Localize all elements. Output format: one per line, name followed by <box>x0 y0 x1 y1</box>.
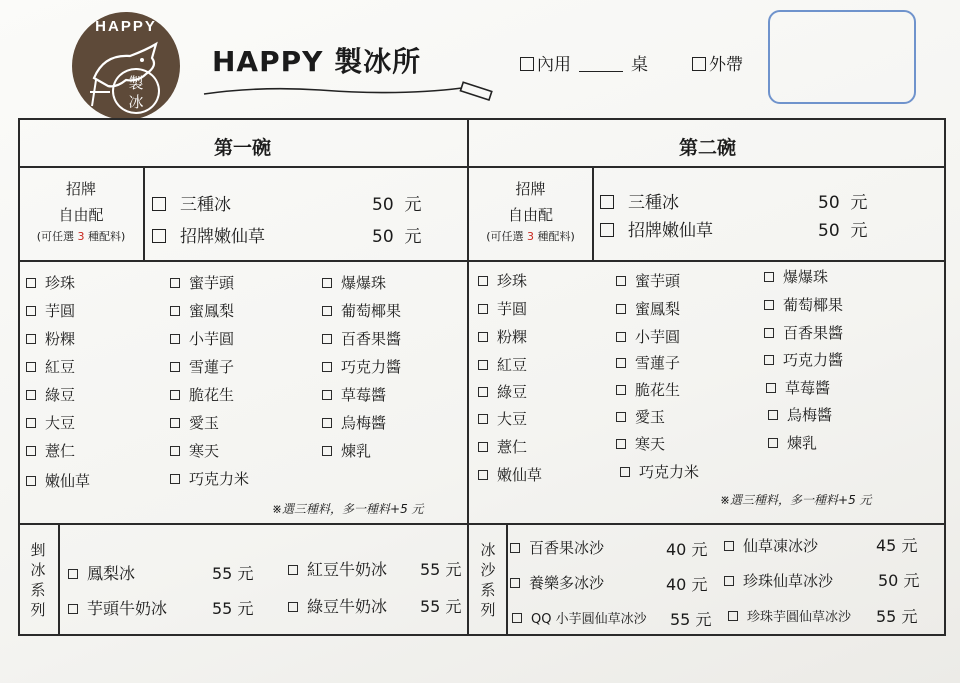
base-row-divider <box>18 260 946 262</box>
checkbox[interactable] <box>322 334 332 344</box>
checkbox[interactable] <box>170 278 180 288</box>
table-number-blank[interactable] <box>579 57 623 72</box>
takeout-label: 外帶 <box>709 55 743 75</box>
checkbox[interactable] <box>478 360 488 370</box>
base-note-number: 3 <box>77 230 85 243</box>
bowl-1-title: 第一碗 <box>213 137 271 159</box>
topping-label: 嫩仙草 <box>497 466 543 484</box>
topping-label: 百香果醬 <box>783 324 844 342</box>
checkbox[interactable] <box>478 276 488 286</box>
checkbox[interactable] <box>26 418 36 428</box>
checkbox[interactable] <box>170 446 180 456</box>
checkbox[interactable] <box>728 611 738 621</box>
topping-label: 珍珠 <box>45 274 76 292</box>
series-char: 列 <box>480 601 496 619</box>
bowl-1-base-label <box>20 176 142 246</box>
topping-label: 芋圓 <box>45 302 76 320</box>
base-note-number: 3 <box>527 230 534 243</box>
topping-label: 蜜鳳梨 <box>635 300 681 318</box>
checkbox[interactable] <box>322 362 332 372</box>
topping-item[interactable] <box>478 270 527 291</box>
bowl-2-extra-note: ※選三種料，多一種料+5 元 <box>720 493 872 507</box>
topping-item[interactable] <box>26 356 75 377</box>
checkbox[interactable] <box>600 223 614 237</box>
base-price <box>372 190 421 215</box>
topping-item[interactable] <box>616 270 680 291</box>
topping-label: 寒天 <box>635 435 666 453</box>
checkbox[interactable] <box>478 470 488 480</box>
bowl-2-base-label <box>470 176 591 246</box>
checkbox[interactable] <box>510 578 520 588</box>
item-price: 40 元 <box>666 575 708 594</box>
takeout-option[interactable] <box>692 50 743 75</box>
logo-badge <box>112 68 160 114</box>
checkbox[interactable] <box>170 334 180 344</box>
dine-in-label: 內用 <box>537 55 571 75</box>
topping-item[interactable] <box>322 440 371 461</box>
checkbox[interactable] <box>26 476 36 486</box>
checkbox[interactable] <box>724 576 734 586</box>
topping-item[interactable] <box>322 300 401 321</box>
dine-in-option[interactable] <box>520 50 648 75</box>
smoothie-label-divider <box>506 523 508 636</box>
base-name: 三種冰 <box>628 193 679 213</box>
item-name: 養樂多冰沙 <box>529 574 605 592</box>
topping-item[interactable] <box>616 326 680 347</box>
checkbox[interactable] <box>152 197 166 211</box>
checkbox[interactable] <box>478 304 488 314</box>
takeout-checkbox[interactable] <box>692 57 706 71</box>
order-number-box[interactable] <box>768 10 916 104</box>
topping-label: 大豆 <box>45 414 76 432</box>
logo-arc-text: HAPPY <box>95 18 157 35</box>
checkbox[interactable] <box>170 474 180 484</box>
base-label-line1: 招牌 <box>515 180 546 198</box>
checkbox[interactable] <box>510 543 520 553</box>
topping-label: 薏仁 <box>497 438 528 456</box>
topping-label: 薏仁 <box>45 442 76 460</box>
smoothie-series-label <box>478 540 498 620</box>
item-name: QQ 小芋圓仙草冰沙 <box>531 612 647 627</box>
checkbox[interactable] <box>322 418 332 428</box>
checkbox[interactable] <box>26 334 36 344</box>
checkbox[interactable] <box>478 414 488 424</box>
item-price: 55 元 <box>420 597 462 616</box>
logo-badge-line2: 冰 <box>128 93 144 111</box>
topping-item[interactable] <box>26 384 75 405</box>
base-label-line2: 自由配 <box>58 206 104 224</box>
topping-item[interactable] <box>616 352 680 373</box>
topping-label: 百香果醬 <box>341 330 402 348</box>
item-name: 芋頭牛奶冰 <box>87 599 168 618</box>
topping-item[interactable] <box>170 412 219 433</box>
topping-label: 雪蓮子 <box>189 358 235 376</box>
topping-label: 蜜鳳梨 <box>189 302 235 320</box>
topping-label: 紅豆 <box>497 356 528 374</box>
brand-underline-deco <box>200 80 500 108</box>
topping-label: 脆花生 <box>189 386 235 404</box>
bowl-1-base-option[interactable] <box>152 222 265 247</box>
topping-label: 草莓醬 <box>785 379 831 397</box>
topping-item[interactable] <box>616 406 665 427</box>
topping-item[interactable] <box>616 433 665 454</box>
topping-item[interactable] <box>170 328 234 349</box>
checkbox[interactable] <box>170 306 180 316</box>
checkbox[interactable] <box>600 195 614 209</box>
table-unit-label: 桌 <box>631 55 648 75</box>
base-label-line1: 招牌 <box>65 180 96 198</box>
checkbox[interactable] <box>768 438 778 448</box>
checkbox[interactable] <box>288 602 298 612</box>
checkbox[interactable] <box>288 565 298 575</box>
topping-item[interactable] <box>616 379 680 400</box>
checkbox[interactable] <box>764 355 774 365</box>
smoothie-item[interactable] <box>728 606 851 625</box>
checkbox[interactable] <box>322 446 332 456</box>
item-name: 珍珠芋圓仙草冰沙 <box>747 610 852 625</box>
checkbox[interactable] <box>322 390 332 400</box>
price-unit: 元 <box>850 221 868 241</box>
series-row-divider <box>18 523 946 525</box>
topping-item[interactable] <box>478 326 527 347</box>
topping-item[interactable] <box>26 470 90 491</box>
topping-label: 蜜芋頭 <box>635 272 681 290</box>
topping-item[interactable] <box>764 294 843 315</box>
topping-label: 嫩仙草 <box>45 472 91 490</box>
bowl-2-base-option[interactable] <box>600 188 679 213</box>
topping-label: 草莓醬 <box>341 386 387 404</box>
topping-label: 煉乳 <box>341 442 372 460</box>
checkbox[interactable] <box>478 332 488 342</box>
bowl-2-title: 第二碗 <box>678 137 736 159</box>
topping-item[interactable] <box>26 272 75 293</box>
topping-item[interactable] <box>26 412 75 433</box>
base-price <box>818 216 867 241</box>
topping-label: 大豆 <box>497 410 528 428</box>
price-value: 50 <box>818 221 840 241</box>
topping-label: 蜜芋頭 <box>189 274 235 292</box>
topping-label: 巧克力米 <box>189 470 250 488</box>
dine-in-checkbox[interactable] <box>520 57 534 71</box>
checkbox[interactable] <box>616 412 626 422</box>
checkbox[interactable] <box>616 358 626 368</box>
topping-item[interactable] <box>478 381 527 402</box>
checkbox[interactable] <box>616 439 626 449</box>
topping-item[interactable] <box>616 298 680 319</box>
topping-label: 小芋圓 <box>635 328 681 346</box>
topping-item[interactable] <box>170 384 234 405</box>
item-price: 40 元 <box>666 540 708 559</box>
smoothie-item[interactable] <box>510 572 604 593</box>
checkbox[interactable] <box>26 278 36 288</box>
topping-item[interactable] <box>26 440 75 461</box>
checkbox[interactable] <box>616 332 626 342</box>
topping-item[interactable] <box>322 384 386 405</box>
series-char: 系 <box>30 581 46 599</box>
topping-item[interactable] <box>322 328 401 349</box>
checkbox[interactable] <box>152 229 166 243</box>
base-label-line2: 自由配 <box>507 206 553 224</box>
topping-item[interactable] <box>764 322 843 343</box>
item-name: 綠豆牛奶冰 <box>307 597 388 616</box>
checkbox[interactable] <box>170 362 180 372</box>
shaved-item[interactable] <box>288 594 387 617</box>
checkbox[interactable] <box>322 278 332 288</box>
topping-label: 綠豆 <box>497 383 528 401</box>
base-name: 招牌嫩仙草 <box>628 221 713 241</box>
price-unit: 元 <box>850 193 868 213</box>
item-price: 55 元 <box>212 564 254 583</box>
checkbox[interactable] <box>26 390 36 400</box>
topping-item[interactable] <box>478 354 527 375</box>
bowl-1-extra-note: ※選三種料，多一種料+5 元 <box>272 502 424 516</box>
checkbox[interactable] <box>478 442 488 452</box>
item-price: 55 元 <box>670 610 712 629</box>
shaved-item[interactable] <box>288 557 387 580</box>
topping-item[interactable] <box>620 461 699 482</box>
item-name: 百香果冰沙 <box>529 539 605 557</box>
smoothie-item[interactable] <box>512 608 647 627</box>
topping-label: 愛玉 <box>189 414 220 432</box>
topping-item[interactable] <box>764 349 843 370</box>
price-unit: 元 <box>404 195 422 215</box>
price-unit: 元 <box>404 227 422 247</box>
topping-item[interactable] <box>478 464 542 485</box>
bowl-2-base-option[interactable] <box>600 216 713 241</box>
base-note-pre: (可任選 <box>486 230 527 243</box>
logo-badge-line1: 製 <box>128 74 144 92</box>
topping-item[interactable] <box>170 300 234 321</box>
topping-label: 葡萄椰果 <box>783 296 844 314</box>
item-price: 50 元 <box>878 571 920 590</box>
base-note-pre: (可任選 <box>36 230 78 243</box>
topping-item[interactable] <box>322 412 386 433</box>
topping-label: 芋圓 <box>497 300 528 318</box>
topping-item[interactable] <box>478 298 527 319</box>
topping-item[interactable] <box>478 436 527 457</box>
checkbox[interactable] <box>764 328 774 338</box>
topping-item[interactable] <box>26 300 75 321</box>
smoothie-item[interactable] <box>510 537 604 558</box>
checkbox[interactable] <box>766 383 776 393</box>
topping-label: 小芋圓 <box>189 330 235 348</box>
topping-label: 綠豆 <box>45 386 76 404</box>
bowl-1-base-option[interactable] <box>152 190 231 215</box>
topping-label: 粉粿 <box>45 330 76 348</box>
checkbox[interactable] <box>764 272 774 282</box>
checkbox[interactable] <box>170 418 180 428</box>
topping-item[interactable] <box>170 356 234 377</box>
checkbox[interactable] <box>616 304 626 314</box>
shaved-series-label <box>28 540 48 620</box>
checkbox[interactable] <box>26 446 36 456</box>
item-name: 仙草凍冰沙 <box>743 537 819 555</box>
topping-item[interactable] <box>322 272 386 293</box>
shaved-item[interactable] <box>68 596 167 619</box>
series-char: 系 <box>480 581 496 599</box>
checkbox[interactable] <box>616 276 626 286</box>
base-name: 三種冰 <box>180 195 231 215</box>
item-name: 紅豆牛奶冰 <box>307 560 388 579</box>
topping-label: 愛玉 <box>635 408 666 426</box>
topping-label: 紅豆 <box>45 358 76 376</box>
base-label-divider-right <box>592 166 594 260</box>
shaved-item[interactable] <box>68 561 135 584</box>
item-name: 珍珠仙草冰沙 <box>743 572 834 590</box>
base-note <box>20 228 142 246</box>
topping-item[interactable] <box>170 272 234 293</box>
topping-item[interactable] <box>26 328 75 349</box>
checkbox[interactable] <box>724 541 734 551</box>
shaved-label-divider <box>58 523 60 636</box>
brand-logo <box>72 12 180 120</box>
topping-label: 粉粿 <box>497 328 528 346</box>
topping-item[interactable] <box>170 440 219 461</box>
checkbox[interactable] <box>68 604 78 614</box>
base-note-post: 種配料) <box>534 230 575 243</box>
checkbox[interactable] <box>616 385 626 395</box>
brand-name: HAPPY 製冰所 <box>212 45 422 78</box>
topping-item[interactable] <box>322 356 401 377</box>
topping-label: 巧克力醬 <box>341 358 402 376</box>
base-note <box>470 228 591 246</box>
base-name: 招牌嫩仙草 <box>180 227 265 247</box>
topping-label: 爆爆珠 <box>341 274 387 292</box>
checkbox[interactable] <box>322 306 332 316</box>
series-char: 列 <box>30 601 46 619</box>
checkbox[interactable] <box>512 613 522 623</box>
topping-label: 爆爆珠 <box>783 268 829 286</box>
price-value: 50 <box>372 195 394 215</box>
item-price: 55 元 <box>420 560 462 579</box>
topping-item[interactable] <box>764 266 828 287</box>
topping-item[interactable] <box>768 432 817 453</box>
topping-label: 葡萄椰果 <box>341 302 402 320</box>
checkbox[interactable] <box>478 387 488 397</box>
item-price: 45 元 <box>876 536 918 555</box>
series-char: 冰 <box>480 541 496 559</box>
checkbox[interactable] <box>170 390 180 400</box>
topping-label: 脆花生 <box>635 381 681 399</box>
topping-label: 珍珠 <box>497 272 528 290</box>
smoothie-item[interactable] <box>724 570 833 591</box>
checkbox[interactable] <box>26 362 36 372</box>
topping-item[interactable] <box>478 408 527 429</box>
topping-item[interactable] <box>170 468 249 489</box>
center-divider <box>467 118 469 636</box>
checkbox[interactable] <box>68 569 78 579</box>
checkbox[interactable] <box>620 467 630 477</box>
topping-label: 雪蓮子 <box>635 354 681 372</box>
series-char: 沙 <box>480 561 496 579</box>
topping-label: 烏梅醬 <box>341 414 387 432</box>
price-value: 50 <box>818 193 840 213</box>
checkbox[interactable] <box>768 410 778 420</box>
topping-label: 巧克力米 <box>639 463 700 481</box>
topping-item[interactable] <box>766 377 830 398</box>
item-name: 鳳梨冰 <box>87 564 136 583</box>
topping-label: 烏梅醬 <box>787 406 833 424</box>
topping-item[interactable] <box>768 404 832 425</box>
checkbox[interactable] <box>26 306 36 316</box>
base-label-divider-left <box>143 166 145 260</box>
checkbox[interactable] <box>764 300 774 310</box>
base-price <box>372 222 421 247</box>
item-price: 55 元 <box>876 607 918 626</box>
topping-label: 寒天 <box>189 442 220 460</box>
series-char: 剉 <box>30 541 46 559</box>
topping-label: 巧克力醬 <box>783 351 844 369</box>
price-value: 50 <box>372 227 394 247</box>
title-row-divider <box>18 166 946 168</box>
topping-label: 煉乳 <box>787 434 818 452</box>
item-price: 55 元 <box>212 599 254 618</box>
base-note-post: 種配料) <box>84 230 126 243</box>
smoothie-item[interactable] <box>724 535 818 556</box>
base-price <box>818 188 867 213</box>
series-char: 冰 <box>30 561 46 579</box>
